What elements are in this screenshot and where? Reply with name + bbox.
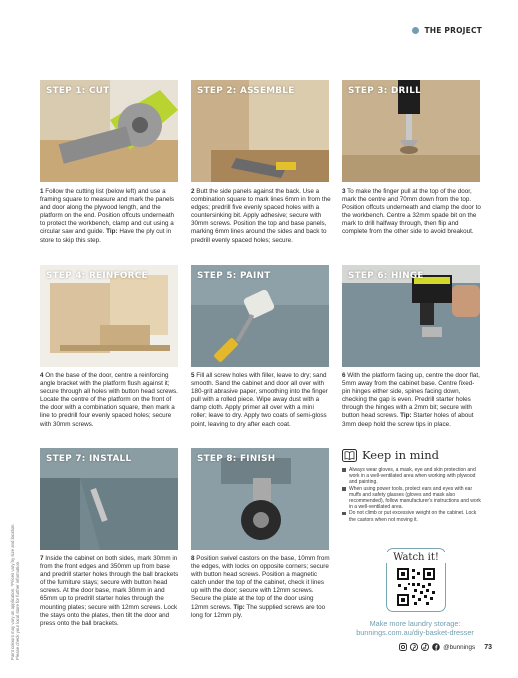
step-2-photo	[191, 80, 329, 182]
step-4-text: 4 On the base of the door, centre a reinforcing angle bracket with the platform flush against it; secure through all holes with button head screws. Locate the centre of the platform on the front of the door with a combination square, then mark a line to predrill four evenly spaced holes; secure with 30mm screws.	[40, 372, 178, 428]
step-7-label: STEP 7: INSTALL	[46, 454, 132, 464]
instagram-icon[interactable]	[399, 643, 407, 651]
keep-in-mind-title: Keep in mind	[362, 448, 440, 462]
step-2-label: STEP 2: ASSEMBLE	[197, 86, 295, 96]
step-6-photo	[342, 265, 480, 367]
step-8-photo	[191, 448, 329, 550]
more-storage-link[interactable]: Make more laundry storage: bunnings.com.au/diy-basket-dresser	[356, 619, 474, 637]
section-tag-label: THE PROJECT	[424, 26, 482, 35]
step-4-photo	[40, 265, 178, 367]
step-8-text: 8 Position swivel castors on the base, 10mm from the edges, with locks on opposite corners; secure with button head screws. Position a magnetic catch under the top of the cabinet, check it lines up with the door; secure with 12mm screws. Secure the plate at the top of the door using 12mm screws. Tip: The supplied screws are too long for 12mm ply.	[191, 555, 330, 619]
paint-price-note: Paint colours may vary on application. *Prices vary by size and location. Please check your local store for further information.	[10, 523, 21, 660]
step-6-text: 6 With the platform facing up, centre the door flat, 5mm away from the cabinet base. Centre fixed-pin hinges either side, spines facing down, checking the gap is even. Predrill starter holes through the hinges with a 2mm bit; secure with button head screws. Tip: Starter holes of about 3mm deep hold the screw tips in place.	[342, 372, 480, 428]
tiktok-icon[interactable]	[421, 643, 429, 651]
qr-code[interactable]	[396, 567, 436, 607]
step-1-photo	[40, 80, 178, 182]
watch-it-title: Watch it!	[380, 552, 452, 563]
step-3-label: STEP 3: DRILL	[348, 86, 422, 96]
step-1-label: STEP 1: CUT	[46, 86, 110, 96]
step-6-label: STEP 6: HINGE	[348, 271, 424, 281]
section-tag	[412, 26, 482, 35]
list-item: When using power tools, protect ears and eyes with ear muffs and safety glasses (gloves and mask also recommended), follow manufacturer's instructions and work in a well-ventilated area.	[342, 486, 484, 511]
social-handle[interactable]: @bunnings	[443, 643, 476, 651]
keep-in-mind-header	[342, 448, 484, 462]
footer	[399, 643, 492, 651]
list-item: Do not climb or put excessive weight on the cabinet. Lock the castors when not moving it.	[342, 510, 484, 522]
list-item: Always wear gloves, a mask, eye and skin protection and work in a well-ventilated area when working with plywood and painting.	[342, 467, 484, 486]
step-5-photo	[191, 265, 329, 367]
step-7-photo	[40, 448, 178, 550]
section-dot-icon	[412, 27, 419, 34]
step-5-text: 5 Fill all screw holes with filler, leave to dry; sand smooth. Sand the cabinet and door all over with 180-grit abrasive paper, smoothing into the finger pull with a rolled piece. Wipe away dust with a damp cloth. Apply primer all over with a mini roller; leave to dry. Apply two coats of semi-gloss point, leaving to dry after each coat.	[191, 372, 328, 428]
step-4-label: STEP 4: REINFORCE	[46, 271, 148, 281]
step-7-text: 7 Inside the cabinet on both sides, mark 30mm in from the front edges and 350mm up from base and predrill starter holes through the ball brackets of the furniture stays; secure with button head screws. At the door base, mark 30mm in and 65mm up to predrill starter holes through the mounting plates; secure with 12mm screws. Lock the stays onto the plates, then tilt the door and press onto the ball brackets.	[40, 555, 179, 627]
step-3-text: 3 To make the finger pull at the top of the door, mark the centre and 70mm down from the top. Position offcuts underneath and clamp the door to the workbench. Centre a 32mm spade bit on the mark to drill halfway through, then flip and complete from the other side to avoid breakout.	[342, 188, 481, 236]
book-icon	[342, 449, 357, 462]
facebook-icon[interactable]	[432, 643, 440, 651]
step-2-text: 2 Butt the side panels against the back. Use a combination square to mark lines 6mm in from the edges; predrill five evenly spaced holes with a countersinking bit. Apply adhesive; secure with 30mm screws. Position the top and base panels, marking 6mm lines around the sides and back to predrill evenly spaced holes; secure.	[191, 188, 331, 244]
pinterest-icon[interactable]	[410, 643, 418, 651]
keep-in-mind-list	[342, 467, 484, 523]
keep-in-mind-box	[342, 448, 484, 523]
step-8-label: STEP 8: FINISH	[197, 454, 276, 464]
step-3-photo	[342, 80, 480, 182]
step-1-text: 1 Follow the cutting list (below left) and use a framing square to measure and mark the panels and door along the plywood length, and the platform on the end. Position offcuts underneath to protect the workbench, clamp and cut using a circular saw and guide. Tip: Have the ply cut in store to skip this step.	[40, 188, 175, 244]
step-5-label: STEP 5: PAINT	[197, 271, 271, 281]
page-number: 73	[484, 643, 492, 651]
